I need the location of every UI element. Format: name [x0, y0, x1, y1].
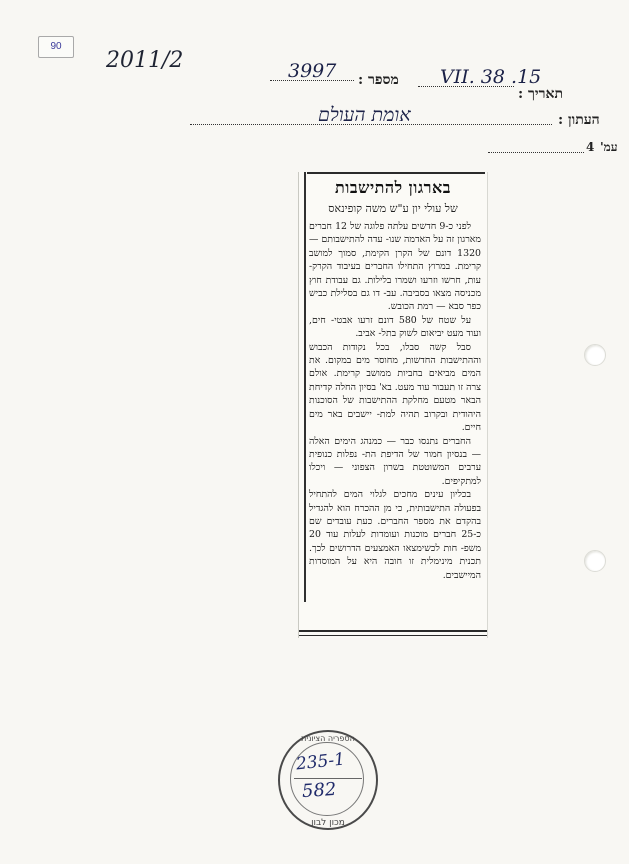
stamp-number-bottom: 582 [301, 778, 338, 803]
clipping-top-rule [307, 172, 485, 174]
newspaper-value: אומת העולם [318, 104, 411, 126]
page-value: 4 [586, 140, 595, 154]
article-paragraph: החברים נתנסו כבר — כמנהג הימים האלה — בנסיון חמור של הדיפת הת- נפלות כנופית ערבים המשוטטת בשרון הצפוני — ויכלו למתקיפים. [309, 435, 481, 487]
date-label: תאריך : [518, 86, 563, 102]
folio-number: 2011/2 [106, 48, 184, 73]
article-headline: בארגון להתישבות [335, 178, 451, 197]
stamp-top-text: הספריה הציונית [301, 734, 355, 743]
article-paragraph: על שטח של 580 דונם זרעו אבטי- חים, ועוד מעט יביאום לשוק בתל- אביב. [309, 314, 481, 340]
newspaper-label: העתון : [558, 112, 600, 128]
newspaper-line [190, 124, 552, 125]
stamp-bottom-text: מכון לבון [311, 818, 345, 828]
number-label: מספר : [358, 72, 399, 88]
archive-stamp [278, 730, 378, 830]
clipping-side-rule [304, 172, 306, 602]
file-tag: 90 [38, 36, 74, 58]
article-paragraph: סבל קשה סבלו, בכל נקודות הכבוש וההתישבות החדשות, מחוסר מים במקום. את המים מביאים בחביות ממושב קרימת. אולם צרה זו תעבור עוד מעט. בא' בסיון החלה קדיחת הבאר מטעם מחלקת ההתישבות של הסוכנות היהודית ובקרוב תהיה למת- יישבים באר מים חיים. [309, 341, 481, 434]
stamp-number-top: 235-1 [295, 749, 346, 775]
clipping-bottom-rule-thin [299, 635, 487, 636]
punch-hole [584, 344, 606, 366]
newspaper-clipping [298, 172, 488, 638]
article-paragraph: לפני כ-9 חדשים עלתה פלוגה של 12 חברים מארגון זה על האדמה שנו- עדה להתישבותם — 1320 דונם של הקרן הקימת, סמוך למושב קרימת. במרוץ התחילו החברים בעיבוד הקרק- עות, חרשו וזרעו ושמרו בלילות. גם עבודת חוץ מכניסה מצאו בסביבה. עב- דו גם בסלילת כביש כפר סבא — רמת הכובש. [309, 221, 481, 313]
punch-hole [584, 550, 606, 572]
article-body [309, 220, 481, 582]
number-line [270, 80, 354, 81]
page-label: עמ' [600, 140, 618, 154]
article-byline: של עולי יון ע"ש משה קופינאס [328, 202, 458, 215]
number-value: 3997 [288, 60, 337, 82]
clipping-bottom-rule [299, 630, 487, 632]
page-line [488, 152, 584, 153]
date-value: 15. VII. 38 [440, 66, 542, 88]
date-line [418, 86, 514, 87]
article-paragraph: בכליון עינים מחכים לגלוי המים להתחיל בפעולה התישבותית, כי מן ההכרח הוא להגדיל בהקדם את מספר החברים. כעת עובדים שם כ-25 חברים מוכנות ועומדות לעלות עוד 20 משפ- חות לכשימצאו האמצעים הדרושים לכך. תכנית מינימלית זו חובה היא על המוסדות המיישבים. [309, 489, 481, 581]
